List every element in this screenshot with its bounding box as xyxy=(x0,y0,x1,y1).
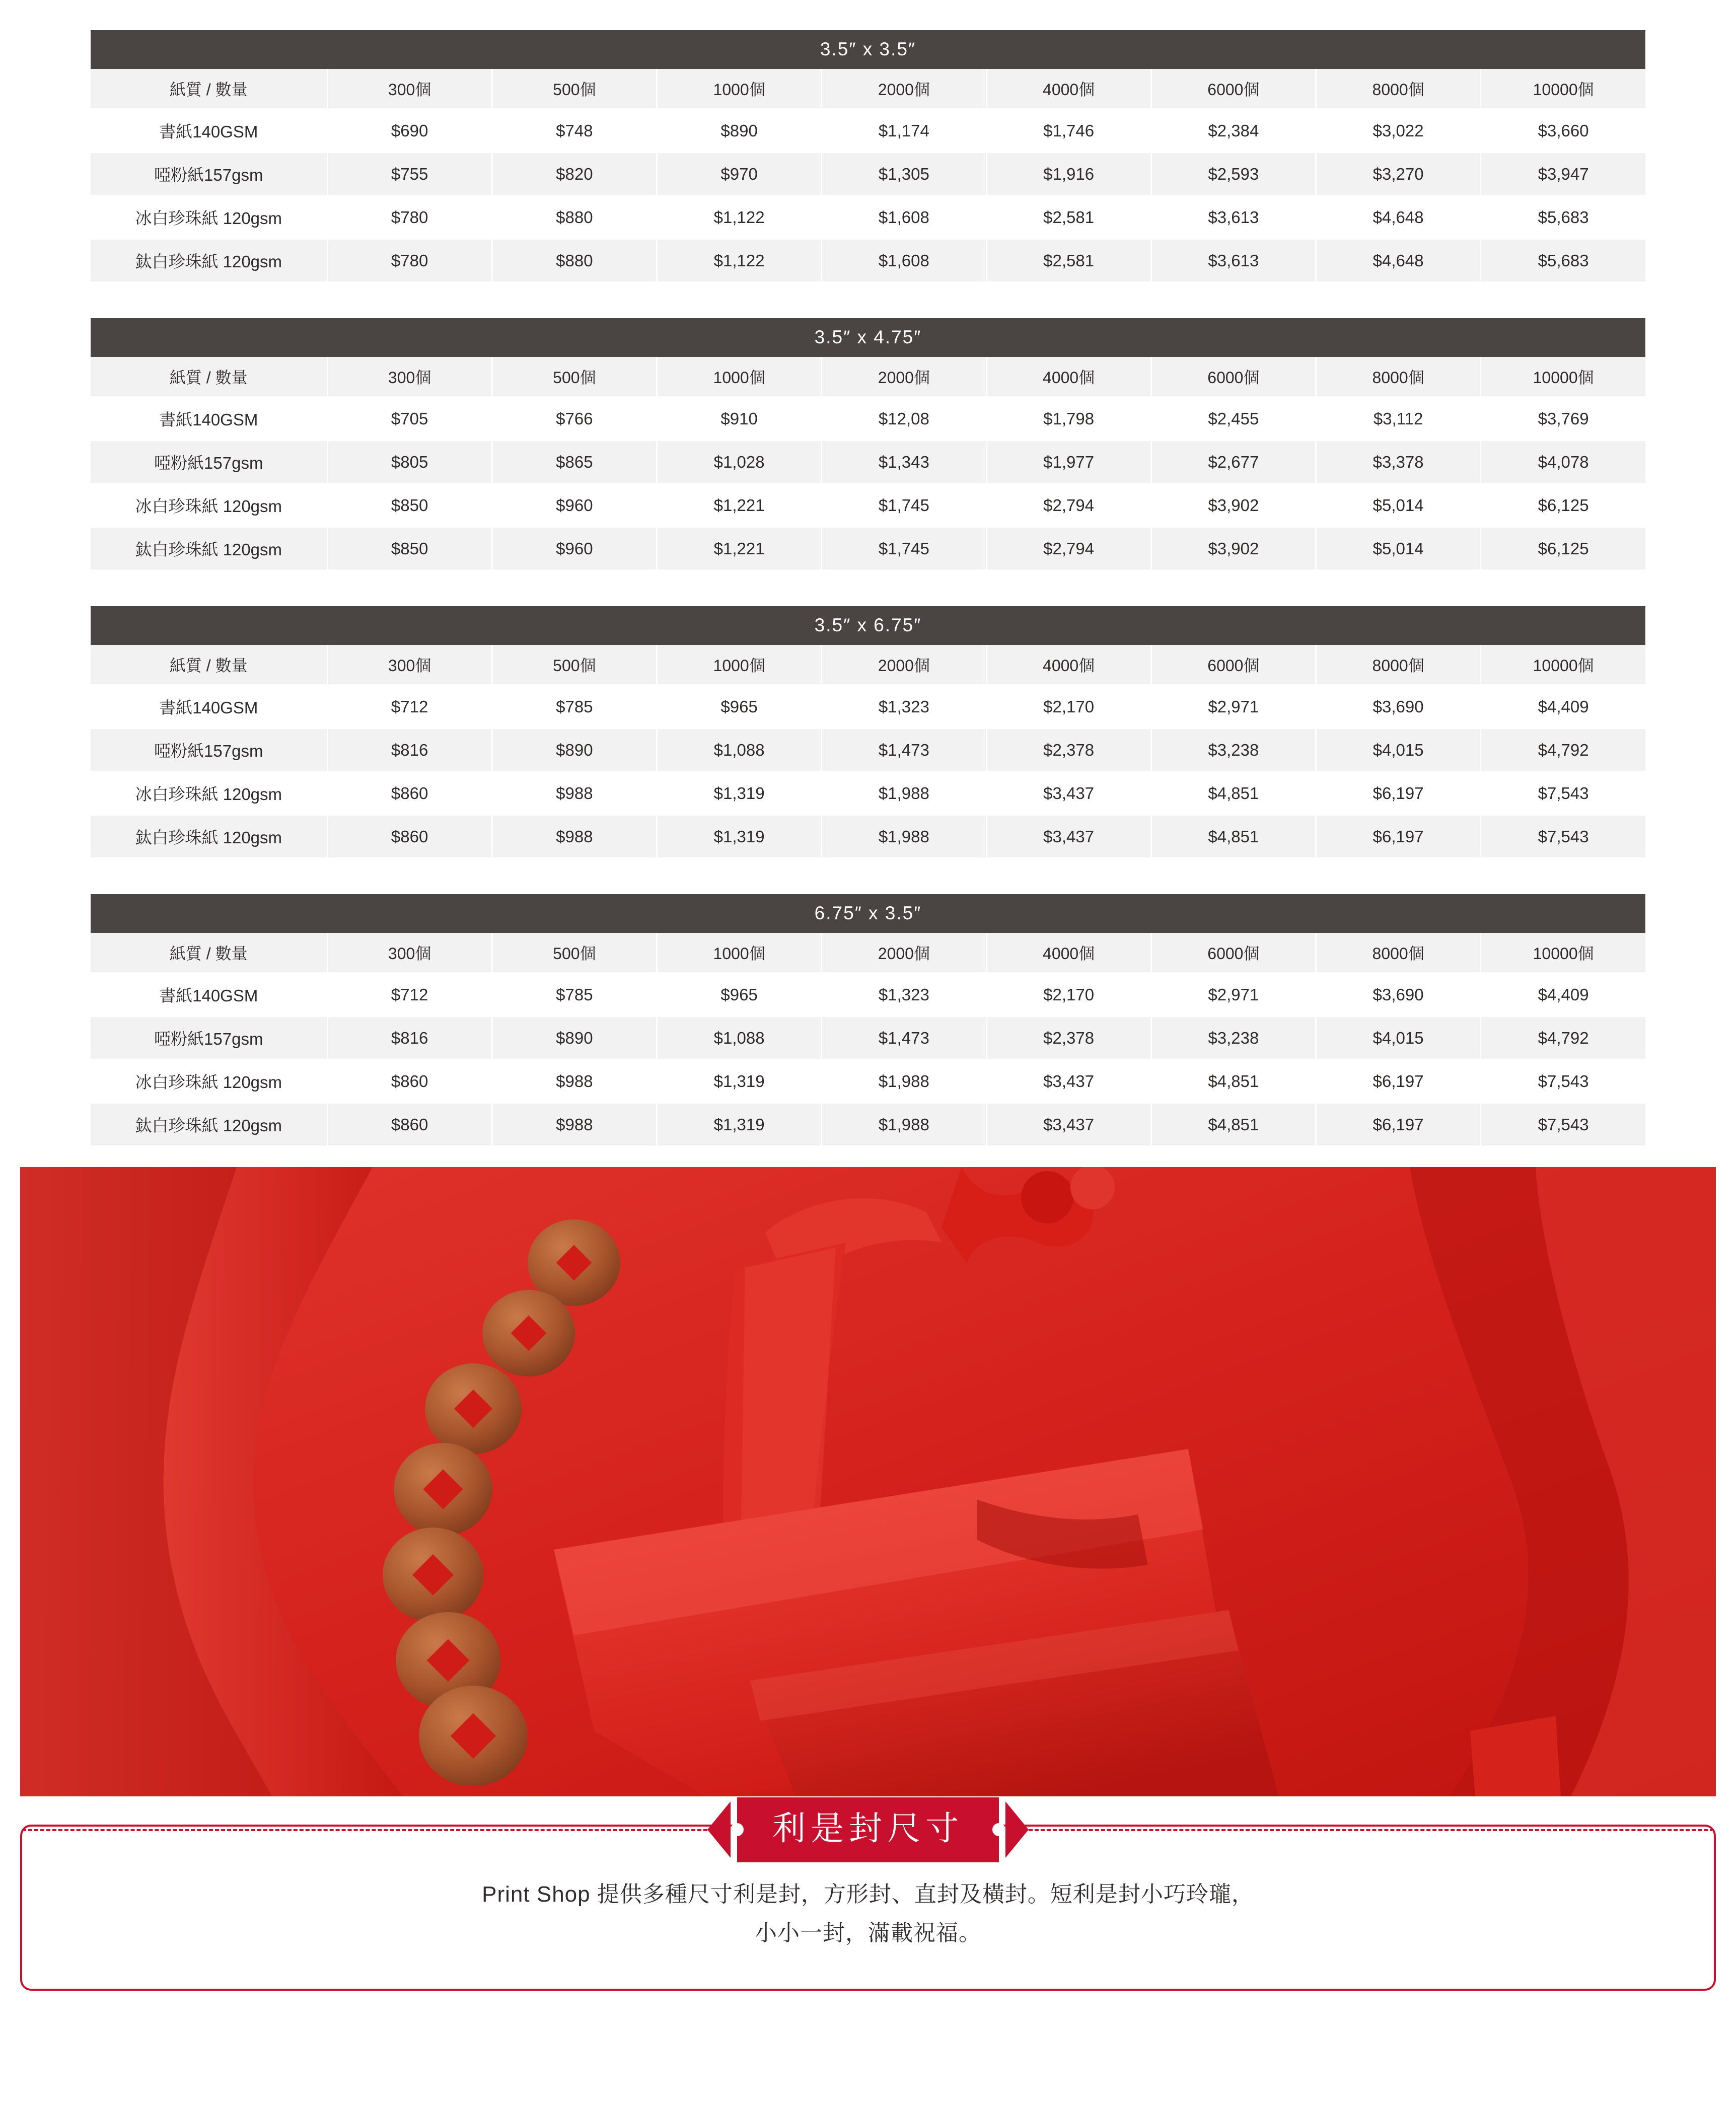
price-cell: $12,08 xyxy=(822,397,986,441)
price-cell: $816 xyxy=(327,1017,492,1060)
column-header: 300個 xyxy=(327,357,492,397)
price-cell: $7,543 xyxy=(1481,1060,1645,1103)
price-cell: $3,378 xyxy=(1316,441,1481,484)
column-header: 6000個 xyxy=(1151,69,1316,109)
price-cell: $1,473 xyxy=(822,1017,986,1060)
price-cell: $1,174 xyxy=(822,109,986,153)
price-cell: $3,690 xyxy=(1316,973,1481,1017)
price-cell: $988 xyxy=(492,1103,657,1146)
row-label: 冰白珍珠紙 120gsm xyxy=(91,772,327,815)
price-cell: $766 xyxy=(492,397,657,441)
price-cell: $4,648 xyxy=(1316,196,1481,239)
price-cell: $890 xyxy=(657,109,822,153)
price-cell: $2,170 xyxy=(986,973,1151,1017)
price-table-block-4 xyxy=(91,894,1645,1147)
price-cell: $2,581 xyxy=(986,196,1151,239)
price-cell: $1,122 xyxy=(657,196,822,239)
price-cell: $4,851 xyxy=(1151,1060,1316,1103)
ribbon-dash-left xyxy=(22,1829,707,1831)
column-header: 紙質 / 數量 xyxy=(91,69,327,109)
price-cell: $4,792 xyxy=(1481,729,1645,772)
price-cell: $2,384 xyxy=(1151,109,1316,153)
table-title: 6.75″ x 3.5″ xyxy=(91,894,1645,933)
price-table xyxy=(91,69,1645,283)
column-header: 1000個 xyxy=(657,69,822,109)
column-header: 300個 xyxy=(327,69,492,109)
row-label: 啞粉紙157gsm xyxy=(91,1017,327,1060)
banner-paragraph xyxy=(52,1875,1684,1952)
price-cell: $1,122 xyxy=(657,239,822,282)
table-header-row xyxy=(91,69,1645,109)
price-cell: $3,902 xyxy=(1151,527,1316,570)
price-cell: $3,613 xyxy=(1151,239,1316,282)
column-header: 500個 xyxy=(492,69,657,109)
price-cell: $910 xyxy=(657,397,822,441)
price-cell: $785 xyxy=(492,685,657,729)
ribbon-tail-left-icon xyxy=(707,1801,731,1858)
price-cell: $970 xyxy=(657,153,822,196)
table-row xyxy=(91,772,1645,815)
row-label: 鈦白珍珠紙 120gsm xyxy=(91,527,327,570)
price-cell: $1,221 xyxy=(657,527,822,570)
column-header: 8000個 xyxy=(1316,69,1481,109)
row-label: 書紙140GSM xyxy=(91,109,327,153)
table-row xyxy=(91,527,1645,570)
price-cell: $712 xyxy=(327,685,492,729)
row-label: 鈦白珍珠紙 120gsm xyxy=(91,815,327,858)
price-cell: $7,543 xyxy=(1481,815,1645,858)
price-cell: $1,988 xyxy=(822,1103,986,1146)
price-cell: $1,608 xyxy=(822,239,986,282)
price-cell: $3,238 xyxy=(1151,729,1316,772)
price-cell: $712 xyxy=(327,973,492,1017)
table-row xyxy=(91,729,1645,772)
price-cell: $6,125 xyxy=(1481,484,1645,527)
price-cell: $1,323 xyxy=(822,973,986,1017)
price-cell: $3,270 xyxy=(1316,153,1481,196)
price-cell: $6,197 xyxy=(1316,1060,1481,1103)
red-packet-photo xyxy=(20,1167,1716,1796)
table-row xyxy=(91,973,1645,1017)
column-header: 6000個 xyxy=(1151,645,1316,685)
price-cell: $5,683 xyxy=(1481,239,1645,282)
column-header: 10000個 xyxy=(1481,357,1645,397)
price-cell: $6,125 xyxy=(1481,527,1645,570)
column-header: 500個 xyxy=(492,357,657,397)
column-header: 8000個 xyxy=(1316,645,1481,685)
column-header: 2000個 xyxy=(822,69,986,109)
price-cell: $1,746 xyxy=(986,109,1151,153)
banner-paragraph-line2: 小小一封，滿載祝福。 xyxy=(755,1921,981,1945)
column-header: 4000個 xyxy=(986,933,1151,973)
price-cell: $2,677 xyxy=(1151,441,1316,484)
price-cell: $2,794 xyxy=(986,527,1151,570)
price-cell: $1,028 xyxy=(657,441,822,484)
price-cell: $988 xyxy=(492,1060,657,1103)
column-header: 8000個 xyxy=(1316,357,1481,397)
price-cell: $4,078 xyxy=(1481,441,1645,484)
column-header: 4000個 xyxy=(986,357,1151,397)
table-row xyxy=(91,109,1645,153)
table-header-row xyxy=(91,645,1645,685)
row-label: 書紙140GSM xyxy=(91,973,327,1017)
price-table-block-3 xyxy=(91,606,1645,859)
price-cell: $860 xyxy=(327,1103,492,1146)
table-title: 3.5″ x 3.5″ xyxy=(91,30,1645,69)
table-header-row xyxy=(91,933,1645,973)
row-label: 啞粉紙157gsm xyxy=(91,729,327,772)
price-cell: $755 xyxy=(327,153,492,196)
price-cell: $4,015 xyxy=(1316,729,1481,772)
price-cell: $3,437 xyxy=(986,815,1151,858)
price-cell: $6,197 xyxy=(1316,1103,1481,1146)
price-cell: $880 xyxy=(492,239,657,282)
price-cell: $2,581 xyxy=(986,239,1151,282)
table-row xyxy=(91,196,1645,239)
banner-paragraph-line1: Print Shop 提供多種尺寸利是封，方形封、直封及橫封。短利是封小巧玲瓏， xyxy=(482,1882,1254,1907)
price-table xyxy=(91,645,1645,859)
price-cell: $3,690 xyxy=(1316,685,1481,729)
price-cell: $965 xyxy=(657,973,822,1017)
price-cell: $690 xyxy=(327,109,492,153)
price-cell: $850 xyxy=(327,527,492,570)
row-label: 啞粉紙157gsm xyxy=(91,441,327,484)
price-cell: $4,792 xyxy=(1481,1017,1645,1060)
price-table xyxy=(91,933,1645,1147)
column-header: 1000個 xyxy=(657,645,822,685)
price-cell: $3,238 xyxy=(1151,1017,1316,1060)
table-title: 3.5″ x 4.75″ xyxy=(91,318,1645,357)
price-cell: $4,409 xyxy=(1481,685,1645,729)
price-cell: $820 xyxy=(492,153,657,196)
row-label: 鈦白珍珠紙 120gsm xyxy=(91,1103,327,1146)
price-cell: $965 xyxy=(657,685,822,729)
price-cell: $5,014 xyxy=(1316,527,1481,570)
column-header: 6000個 xyxy=(1151,933,1316,973)
price-cell: $860 xyxy=(327,772,492,815)
ribbon-title: 利是封尺寸 xyxy=(737,1797,999,1862)
price-cell: $780 xyxy=(327,239,492,282)
price-cell: $1,323 xyxy=(822,685,986,729)
price-cell: $2,170 xyxy=(986,685,1151,729)
column-header: 紙質 / 數量 xyxy=(91,357,327,397)
price-cell: $1,319 xyxy=(657,1060,822,1103)
price-cell: $3,437 xyxy=(986,1103,1151,1146)
price-cell: $3,437 xyxy=(986,772,1151,815)
price-cell: $1,988 xyxy=(822,815,986,858)
column-header: 10000個 xyxy=(1481,645,1645,685)
price-cell: $785 xyxy=(492,973,657,1017)
price-cell: $3,437 xyxy=(986,1060,1151,1103)
column-header: 500個 xyxy=(492,645,657,685)
price-cell: $860 xyxy=(327,815,492,858)
price-cell: $1,798 xyxy=(986,397,1151,441)
table-row xyxy=(91,685,1645,729)
table-row xyxy=(91,484,1645,527)
column-header: 10000個 xyxy=(1481,933,1645,973)
price-cell: $1,088 xyxy=(657,729,822,772)
price-cell: $890 xyxy=(492,729,657,772)
price-cell: $6,197 xyxy=(1316,772,1481,815)
price-cell: $748 xyxy=(492,109,657,153)
price-cell: $4,409 xyxy=(1481,973,1645,1017)
price-cell: $1,745 xyxy=(822,484,986,527)
price-cell: $988 xyxy=(492,772,657,815)
price-cell: $4,851 xyxy=(1151,772,1316,815)
price-cell: $1,988 xyxy=(822,1060,986,1103)
row-label: 冰白珍珠紙 120gsm xyxy=(91,196,327,239)
row-label: 啞粉紙157gsm xyxy=(91,153,327,196)
column-header: 2000個 xyxy=(822,933,986,973)
column-header: 10000個 xyxy=(1481,69,1645,109)
column-header: 紙質 / 數量 xyxy=(91,645,327,685)
price-cell: $1,473 xyxy=(822,729,986,772)
price-cell: $705 xyxy=(327,397,492,441)
price-cell: $1,319 xyxy=(657,772,822,815)
column-header: 300個 xyxy=(327,645,492,685)
price-cell: $3,022 xyxy=(1316,109,1481,153)
price-cell: $3,902 xyxy=(1151,484,1316,527)
table-row xyxy=(91,815,1645,858)
price-cell: $2,794 xyxy=(986,484,1151,527)
table-row xyxy=(91,441,1645,484)
table-title: 3.5″ x 6.75″ xyxy=(91,606,1645,645)
price-cell: $4,648 xyxy=(1316,239,1481,282)
price-cell: $5,014 xyxy=(1316,484,1481,527)
price-cell: $2,593 xyxy=(1151,153,1316,196)
price-cell: $3,112 xyxy=(1316,397,1481,441)
price-table-block-1 xyxy=(91,30,1645,283)
price-cell: $816 xyxy=(327,729,492,772)
table-row xyxy=(91,1060,1645,1103)
price-cell: $3,947 xyxy=(1481,153,1645,196)
price-cell: $2,378 xyxy=(986,729,1151,772)
price-cell: $780 xyxy=(327,196,492,239)
price-cell: $1,319 xyxy=(657,815,822,858)
table-row xyxy=(91,239,1645,282)
ribbon-center xyxy=(707,1797,1029,1862)
column-header: 6000個 xyxy=(1151,357,1316,397)
table-header-row xyxy=(91,357,1645,397)
column-header: 1000個 xyxy=(657,357,822,397)
price-cell: $1,608 xyxy=(822,196,986,239)
column-header: 紙質 / 數量 xyxy=(91,933,327,973)
price-cell: $5,683 xyxy=(1481,196,1645,239)
price-cell: $1,319 xyxy=(657,1103,822,1146)
ribbon-tail-right-icon xyxy=(1005,1801,1029,1858)
ribbon-header xyxy=(22,1797,1714,1862)
price-cell: $850 xyxy=(327,484,492,527)
price-cell: $2,455 xyxy=(1151,397,1316,441)
price-cell: $4,851 xyxy=(1151,815,1316,858)
table-row xyxy=(91,1017,1645,1060)
price-table xyxy=(91,357,1645,571)
price-cell: $1,988 xyxy=(822,772,986,815)
price-cell: $880 xyxy=(492,196,657,239)
row-label: 書紙140GSM xyxy=(91,397,327,441)
price-cell: $860 xyxy=(327,1060,492,1103)
price-cell: $4,851 xyxy=(1151,1103,1316,1146)
table-row xyxy=(91,397,1645,441)
price-cell: $3,613 xyxy=(1151,196,1316,239)
column-header: 2000個 xyxy=(822,645,986,685)
row-label: 冰白珍珠紙 120gsm xyxy=(91,1060,327,1103)
price-cell: $1,745 xyxy=(822,527,986,570)
column-header: 4000個 xyxy=(986,645,1151,685)
price-cell: $2,378 xyxy=(986,1017,1151,1060)
price-cell: $1,977 xyxy=(986,441,1151,484)
price-cell: $4,015 xyxy=(1316,1017,1481,1060)
price-cell: $1,221 xyxy=(657,484,822,527)
red-packet-illustration xyxy=(20,1167,1716,1796)
price-cell: $2,971 xyxy=(1151,685,1316,729)
price-cell: $805 xyxy=(327,441,492,484)
column-header: 500個 xyxy=(492,933,657,973)
price-cell: $960 xyxy=(492,484,657,527)
price-cell: $3,660 xyxy=(1481,109,1645,153)
price-cell: $1,305 xyxy=(822,153,986,196)
ribbon-dash-right xyxy=(1029,1829,1714,1831)
row-label: 冰白珍珠紙 120gsm xyxy=(91,484,327,527)
row-label: 書紙140GSM xyxy=(91,685,327,729)
column-header: 2000個 xyxy=(822,357,986,397)
price-cell: $1,916 xyxy=(986,153,1151,196)
price-cell: $890 xyxy=(492,1017,657,1060)
price-cell: $2,971 xyxy=(1151,973,1316,1017)
size-info-banner xyxy=(20,1809,1716,1991)
price-cell: $7,543 xyxy=(1481,1103,1645,1146)
price-cell: $960 xyxy=(492,527,657,570)
row-label: 鈦白珍珠紙 120gsm xyxy=(91,239,327,282)
price-cell: $865 xyxy=(492,441,657,484)
column-header: 8000個 xyxy=(1316,933,1481,973)
price-cell: $3,769 xyxy=(1481,397,1645,441)
ribbon-dot-right-icon xyxy=(992,1823,1005,1836)
column-header: 300個 xyxy=(327,933,492,973)
table-row xyxy=(91,153,1645,196)
column-header: 4000個 xyxy=(986,69,1151,109)
price-cell: $1,343 xyxy=(822,441,986,484)
price-cell: $1,088 xyxy=(657,1017,822,1060)
price-cell: $6,197 xyxy=(1316,815,1481,858)
column-header: 1000個 xyxy=(657,933,822,973)
price-cell: $7,543 xyxy=(1481,772,1645,815)
price-cell: $988 xyxy=(492,815,657,858)
table-row xyxy=(91,1103,1645,1146)
price-table-block-2 xyxy=(91,318,1645,571)
